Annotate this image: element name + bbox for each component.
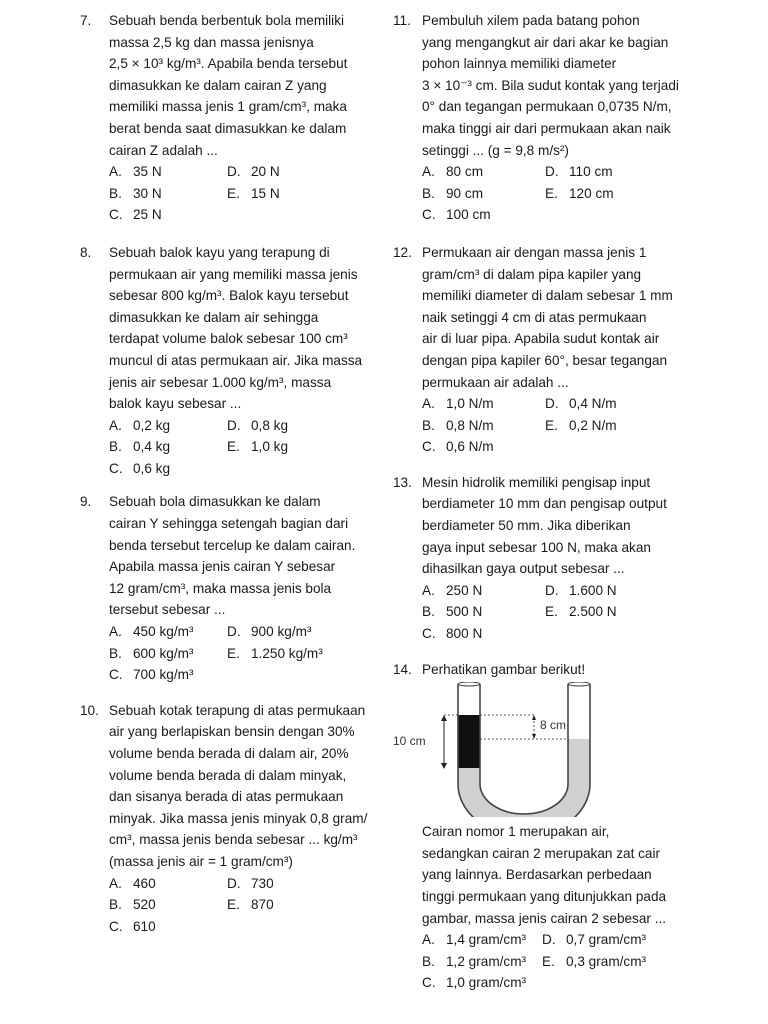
options (422, 161, 693, 226)
label-8cm: 8 cm (540, 718, 567, 733)
option-c[interactable]: C. 0,6 kg (109, 460, 171, 476)
question-13 (393, 472, 693, 645)
question-text-line: 0° dan tegangan permukaan 0,0735 N/m, (422, 99, 672, 115)
u-tube-diagram (422, 682, 702, 817)
tube-inner-wall (480, 684, 568, 814)
option-a[interactable]: A. 250 N (422, 582, 483, 598)
question-text-line: muncul di atas permukaan air. Jika massa (109, 352, 363, 368)
option-c[interactable]: C. 100 cm (422, 207, 491, 223)
question-text-line: setinggi ... (g = 9,8 m/s²) (422, 142, 569, 158)
label-10cm: 10 cm (393, 734, 426, 749)
question-text-line: pohon lainnya memiliki diameter (422, 56, 617, 72)
option-e[interactable]: E. 870 (227, 897, 274, 913)
option-a[interactable]: A. 450 kg/m³ (109, 624, 194, 640)
question-text-line: Permukaan air dengan massa jenis 1 (422, 244, 647, 260)
question-number: 11. (393, 13, 411, 28)
question-text-line: maka tinggi air dari permukaan akan naik (422, 120, 671, 136)
question-text-line: gaya input sebesar 100 N, maka akan (422, 539, 651, 555)
question-text-line: cairan Z adalah ... (109, 142, 218, 158)
question-text-line: sebesar 800 kg/m³. Balok kayu tersebut (109, 288, 349, 304)
option-c[interactable]: C. 0,6 N/m (422, 439, 494, 455)
question-text-line: permukaan air adalah ... (422, 374, 569, 390)
option-b[interactable]: B. 0,4 kg (109, 439, 171, 455)
options (109, 621, 380, 686)
option-b[interactable]: B. 1,2 gram/cm³ (422, 953, 527, 969)
question-text-line: 2,5 × 10³ kg/m³. Apabila benda tersebut (109, 56, 348, 72)
question-intro: Perhatikan gambar berikut! (422, 661, 586, 677)
arrow-head-down (532, 734, 536, 739)
question-text-line: volume benda berada di dalam air, 20% (109, 746, 349, 761)
left-column (80, 10, 380, 937)
tube-right-opening (568, 682, 590, 686)
question-number: 10. (80, 702, 99, 718)
question-text-line: cairan Y sehingga setengah bagian dari (109, 516, 349, 532)
question-text-line: (massa jenis air = 1 gram/cm³) (109, 853, 293, 869)
question-text-line: dimasukkan ke dalam cairan Z yang (109, 77, 327, 93)
question-text-line: minyak. Jika massa jenis minyak 0,8 gram/ (109, 810, 368, 826)
options (109, 161, 380, 226)
option-a[interactable]: A. 35 N (109, 164, 162, 180)
options (109, 873, 380, 938)
right-column (393, 10, 693, 994)
option-e[interactable]: E. 0,3 gram/cm³ (542, 953, 647, 969)
option-b[interactable]: B. 30 N (109, 185, 162, 201)
option-c[interactable]: C. 1,0 gram/cm³ (422, 975, 527, 991)
option-c[interactable]: C. 700 kg/m³ (109, 667, 194, 683)
question-text-line: memiliki massa jenis 1 gram/cm³, maka (109, 99, 347, 115)
question-text-line: memiliki diameter di dalam sebesar 1 mm (422, 288, 673, 304)
option-e[interactable]: E. 0,2 N/m (545, 417, 617, 433)
option-c[interactable]: C. 610 (109, 918, 156, 934)
option-a[interactable]: A. 80 cm (422, 164, 484, 180)
option-d[interactable]: D. 110 cm (545, 164, 613, 180)
option-a[interactable]: A. 0,2 kg (109, 417, 171, 433)
option-b[interactable]: B. 500 N (422, 604, 483, 620)
question-text-line: massa 2,5 kg dan massa jenisnya (109, 34, 314, 50)
question-text-line: berdiameter 50 mm. Jika diberikan (422, 518, 631, 534)
option-d[interactable]: D. 900 kg/m³ (227, 624, 312, 640)
question-number: 14. (393, 661, 412, 677)
question-text-line: Mesin hidrolik memiliki pengisap input (422, 474, 651, 490)
u-tube-figure (393, 682, 702, 817)
option-b[interactable]: B. 600 kg/m³ (109, 645, 194, 661)
question-text-line: Apabila massa jenis cairan Y sebesar (109, 559, 336, 575)
arrow-head-up (532, 715, 536, 720)
question-number: 8. (80, 244, 92, 260)
question-11 (393, 10, 693, 226)
option-d[interactable]: D. 730 (227, 875, 274, 891)
question-text-line: Cairan nomor 1 merupakan air, (422, 824, 610, 840)
question-text-line: tersebut sebesar ... (109, 602, 226, 618)
question-text-line: yang lainnya. Berdasarkan perbedaan (422, 867, 652, 883)
option-d[interactable]: D. 1.600 N (545, 582, 617, 598)
tube-left-opening (458, 682, 480, 686)
question-text-line: Sebuah balok kayu yang terapung di (109, 244, 330, 260)
option-d[interactable]: D. 20 N (227, 164, 280, 180)
question-text-line: air yang berlapiskan bensin dengan 30% (109, 724, 355, 740)
question-14 (393, 659, 693, 994)
question-text-line: 12 gram/cm³, maka massa jenis bola (109, 580, 332, 596)
option-b[interactable]: B. 90 cm (422, 185, 484, 201)
option-e[interactable]: E. 1.250 kg/m³ (227, 645, 323, 661)
options (422, 929, 693, 994)
option-d[interactable]: D. 0,4 N/m (545, 396, 617, 412)
question-text-line: gram/cm³ di dalam pipa kapiler yang (422, 266, 642, 282)
question-text-line: terdapat volume balok sebesar 100 cm³ (109, 331, 348, 347)
option-b[interactable]: B. 520 (109, 897, 156, 913)
option-b[interactable]: B. 0,8 N/m (422, 417, 494, 433)
question-number: 12. (393, 244, 412, 260)
question-text-line: sedangkan cairan 2 merupakan zat cair (422, 845, 661, 861)
question-text-line: jenis air sebesar 1.000 kg/m³, massa (109, 374, 332, 390)
question-text-line: permukaan air yang memiliki massa jenis (109, 266, 358, 282)
question-text-line: balok kayu sebesar ... (109, 396, 242, 412)
liquid-column (458, 715, 480, 768)
question-text-line: dengan pipa kapiler 60°, besar tegangan (422, 352, 668, 368)
options (109, 415, 380, 480)
question-text-line: air di luar pipa. Apabila sudut kontak air (422, 331, 660, 347)
question-7 (80, 10, 380, 226)
options (422, 580, 693, 645)
question-text-line: naik setinggi 4 cm di atas permukaan (422, 309, 647, 325)
question-text-line: berdiameter 10 mm dan pengisap output (422, 496, 667, 512)
question-12 (393, 242, 693, 458)
question-number: 9. (80, 494, 92, 510)
arrow-head-down (441, 763, 447, 769)
question-text-line: Sebuah bola dimasukkan ke dalam (109, 494, 321, 510)
option-e[interactable]: E. 120 cm (545, 185, 614, 201)
question-text-line: dan sisanya berada di atas permukaan (109, 789, 344, 805)
question-text-line: yang mengangkut air dari akar ke bagian (422, 34, 669, 50)
option-c[interactable]: C. 25 N (109, 207, 162, 223)
arrow-head-up (441, 715, 447, 721)
option-d[interactable]: D. 0,8 kg (227, 417, 289, 433)
option-e[interactable]: E. 1,0 kg (227, 439, 289, 455)
option-c[interactable]: C. 800 N (422, 626, 483, 642)
question-text-line: tinggi permukaan yang ditunjukkan pada (422, 889, 667, 904)
option-a[interactable]: A. 1,0 N/m (422, 396, 494, 412)
question-text-line: Sebuah benda berbentuk bola memiliki (109, 13, 345, 28)
question-number: 13. (393, 474, 412, 490)
option-a[interactable]: A. 1,4 gram/cm³ (422, 932, 527, 948)
question-9 (80, 491, 380, 685)
question-text-line: benda tersebut tercelup ke dalam cairan. (109, 537, 356, 553)
option-e[interactable]: E. 15 N (227, 185, 280, 201)
options (422, 393, 693, 458)
question-text-line: dihasilkan gaya output sebesar ... (422, 561, 625, 577)
question-text-line: Sebuah kotak terapung di atas permukaan (109, 702, 366, 718)
question-8 (80, 242, 380, 480)
question-text-line: Pembuluh xilem pada batang pohon (422, 13, 640, 28)
question-text-line: gambar, massa jenis cairan 2 sebesar ... (422, 910, 667, 926)
question-text-line: cm³, massa jenis benda sebesar ... kg/m³ (109, 832, 358, 848)
question-text-line: 3 × 10⁻³ cm. Bila sudut kontak yang terjadi (422, 77, 679, 93)
option-d[interactable]: D. 0,7 gram/cm³ (542, 932, 647, 948)
question-text-line: berat benda saat dimasukkan ke dalam (109, 120, 347, 136)
option-e[interactable]: E. 2.500 N (545, 604, 617, 620)
question-number: 7. (80, 13, 92, 28)
question-10 (80, 700, 380, 938)
option-a[interactable]: A. 460 (109, 875, 156, 891)
question-text-line: dimasukkan ke dalam air sehingga (109, 309, 319, 325)
question-text-line: volume benda berada di dalam minyak, (109, 767, 347, 783)
